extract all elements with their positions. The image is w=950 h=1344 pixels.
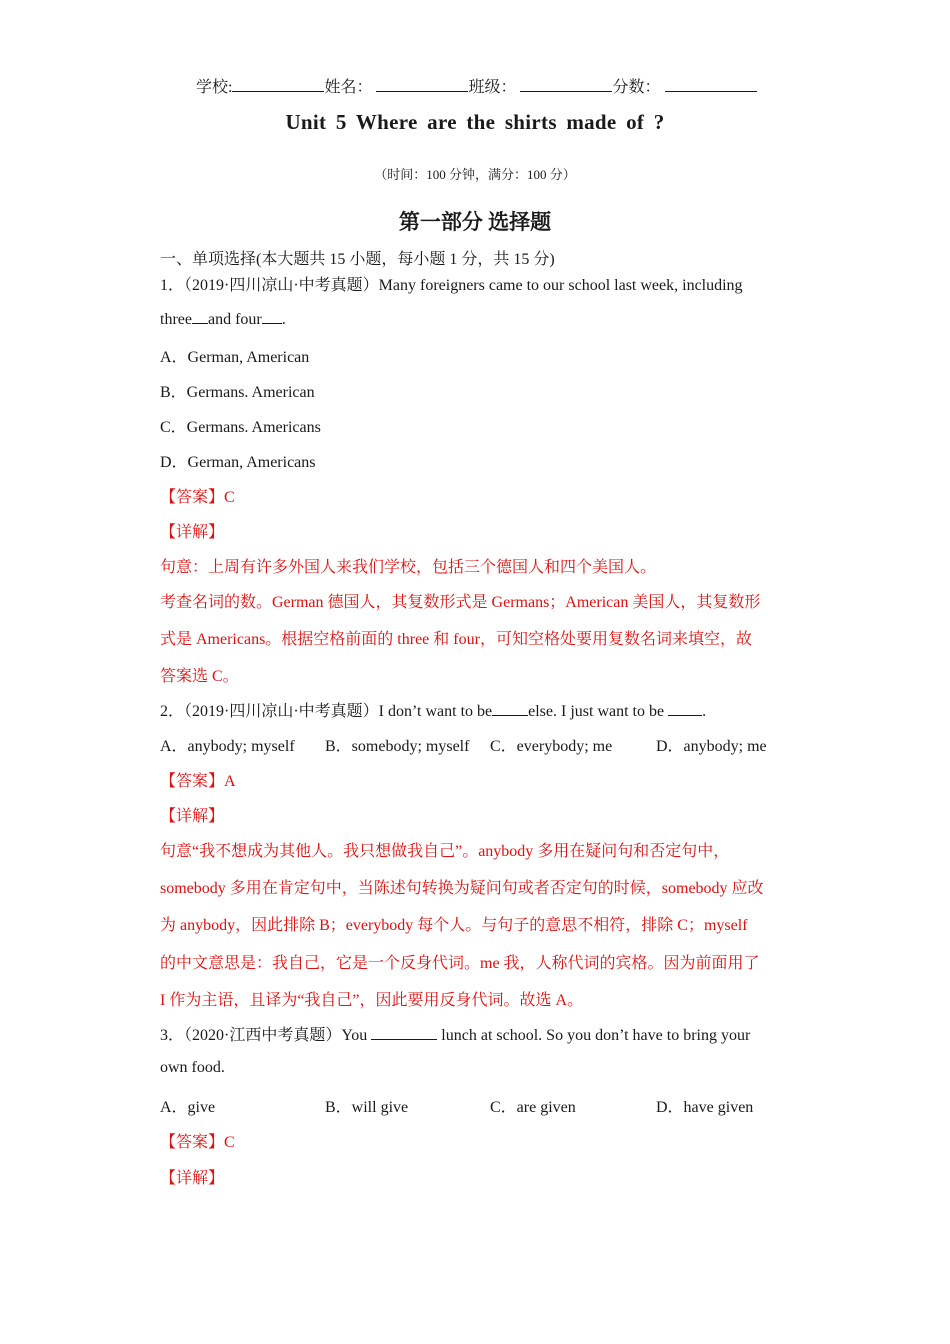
q1-explain-line1: 句意：上周有许多外国人来我们学校，包括三个德国人和四个美国人。	[160, 559, 657, 576]
q1-stem-part3: .	[281, 311, 286, 328]
part-title: 第一部分 选择题	[398, 210, 552, 234]
q1-blank-2	[262, 309, 282, 324]
q2-explain-label: 【详解】	[160, 808, 225, 825]
q3-option-d: D．have given	[656, 1099, 754, 1116]
q2-option-b: B．somebody; myself	[325, 738, 470, 755]
q2-stem-part2: else. I just want to be	[528, 703, 665, 720]
q2-stem	[160, 698, 706, 721]
q3-explain-label: 【详解】	[160, 1170, 225, 1187]
time-note: （时间：100 分钟，满分：100 分）	[374, 167, 576, 182]
q1-stem-part1: three	[160, 311, 192, 328]
section-intro: 一、单项选择(本大题共 15 小题，每小题 1 分，共 15 分)	[160, 251, 555, 268]
q1-stem-line1: 1．（2019·四川凉山·中考真题）Many foreigners came to our school last week, including	[160, 277, 743, 294]
q1-explain-label: 【详解】	[160, 524, 225, 541]
q3-option-c: C．are given	[490, 1099, 576, 1116]
score-blank	[665, 77, 757, 92]
q3-blank	[371, 1025, 437, 1040]
q1-option-c: C．Germans. Americans	[160, 419, 321, 436]
page-title: Unit 5 Where are the shirts made of ?	[285, 110, 665, 134]
q1-explain-line4: 答案选 C。	[160, 668, 239, 685]
q1-option-d: D．German, Americans	[160, 454, 316, 471]
q1-option-b: B．Germans. American	[160, 384, 315, 401]
q1-answer: 【答案】C	[160, 489, 235, 506]
q3-stem-line1	[160, 1022, 750, 1045]
name-blank	[376, 77, 468, 92]
q1-explain-line2: 考查名词的数。German 德国人，其复数形式是 Germans；American 美国人，其复数形	[160, 594, 761, 611]
q2-blank-2	[668, 701, 702, 716]
q1-blank-1	[192, 309, 208, 324]
school-label: 学校:	[196, 79, 233, 96]
q3-options	[160, 1094, 753, 1117]
class-blank	[520, 77, 612, 92]
q3-option-b: B．will give	[325, 1099, 409, 1116]
name-label: 姓名：	[324, 79, 373, 96]
q2-explain-line5: I 作为主语，且译为“我自己”，因此要用反身代词。故选 A。	[160, 992, 584, 1009]
class-label: 班级：	[468, 79, 517, 96]
q2-option-c: C．everybody; me	[490, 738, 613, 755]
q1-option-a: A．German, American	[160, 349, 310, 366]
q1-explain-line3: 式是 Americans。根据空格前面的 three 和 four，可知空格处要用复数名词来填空，故	[160, 631, 752, 648]
q2-explain-line3: 为 anybody，因此排除 B；everybody 每个人。与句子的意思不相符，排除 C；myself	[160, 917, 748, 934]
q1-stem-part2: and four	[207, 311, 262, 328]
q3-stem-line2: own food.	[160, 1059, 225, 1076]
score-label: 分数：	[612, 79, 661, 96]
q2-option-a: A．anybody; myself	[160, 738, 295, 755]
q2-blank-1	[492, 701, 528, 716]
q2-explain-line1: 句意“我不想成为其他人。我只想做我自己”。anybody 多用在疑问句和否定句中，	[160, 843, 730, 860]
q3-stem-part1: 3．（2020·江西中考真题）You	[160, 1027, 368, 1044]
q2-explain-line2: somebody 多用在肯定句中，当陈述句转换为疑问句或者否定句的时候，somebody 应改	[160, 880, 764, 897]
school-blank	[232, 77, 324, 92]
q2-stem-part1: 2．（2019·四川凉山·中考真题）I don’t want to be	[160, 703, 493, 720]
q2-explain-line4: 的中文意思是：我自己，它是一个反身代词。me 我，人称代词的宾格。因为前面用了	[160, 955, 760, 972]
q1-stem-line2	[160, 309, 286, 329]
q2-stem-part3: .	[702, 703, 707, 720]
q3-option-a: A．give	[160, 1099, 216, 1116]
student-info-line	[196, 74, 757, 97]
q2-answer: 【答案】A	[160, 773, 236, 790]
q2-options	[160, 733, 767, 756]
q2-option-d: D．anybody; me	[656, 738, 767, 755]
q3-stem-part2: lunch at school. So you don’t have to bring your	[441, 1027, 751, 1044]
q3-answer: 【答案】C	[160, 1134, 235, 1151]
